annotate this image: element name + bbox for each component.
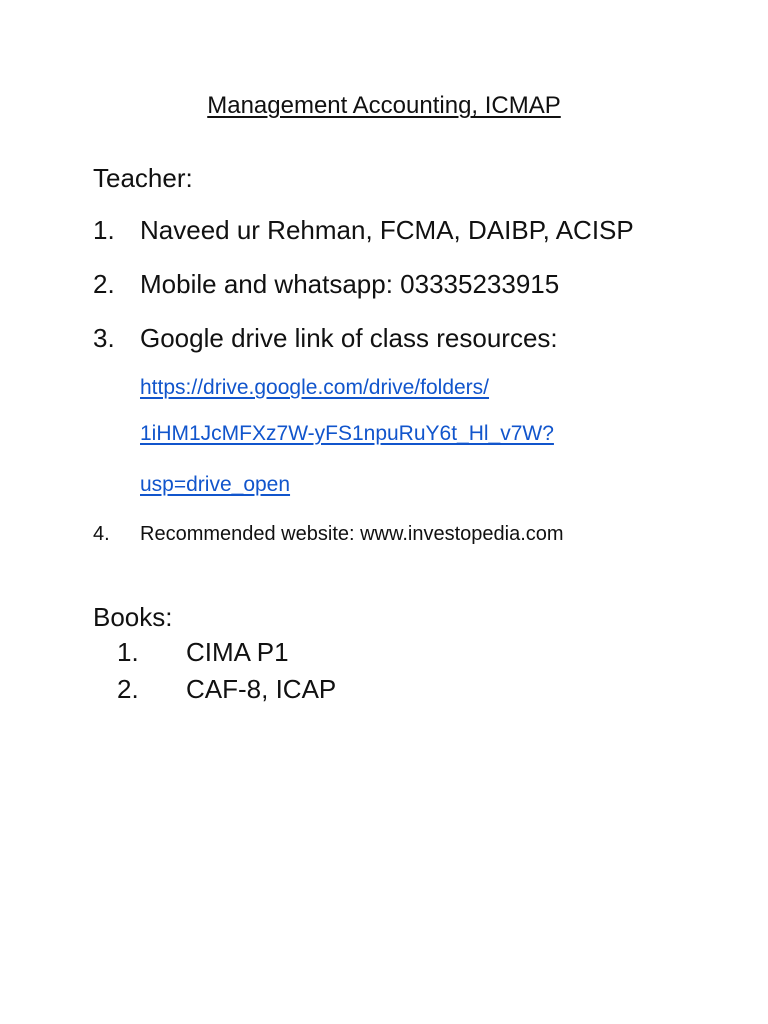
drive-link-line-2[interactable]: 1iHM1JcMFXz7W-yFS1npuRuY6t_Hl_v7W?	[140, 422, 554, 445]
drive-link-line-1[interactable]: https://drive.google.com/drive/folders/	[140, 376, 490, 399]
document-title: Management Accounting, ICMAP	[207, 92, 561, 119]
contact-number: Mobile and whatsapp: 03335233915	[140, 269, 560, 299]
list-number: 1.	[117, 637, 139, 667]
list-number: 4.	[93, 523, 110, 545]
list-number: 2.	[117, 674, 139, 704]
drive-link-line-3[interactable]: usp=drive_open	[140, 473, 291, 496]
recommended-website: Recommended website: www.investopedia.com	[140, 523, 564, 545]
list-number: 3.	[93, 323, 115, 353]
list-number: 1.	[93, 215, 115, 245]
list-number: 2.	[93, 269, 115, 299]
teacher-heading: Teacher:	[93, 163, 193, 193]
book-title: CAF-8, ICAP	[186, 674, 337, 704]
drive-link-label: Google drive link of class resources:	[140, 323, 558, 353]
book-title: CIMA P1	[186, 637, 289, 667]
teacher-name: Naveed ur Rehman, FCMA, DAIBP, ACISP	[140, 215, 634, 245]
books-heading: Books:	[93, 602, 173, 632]
